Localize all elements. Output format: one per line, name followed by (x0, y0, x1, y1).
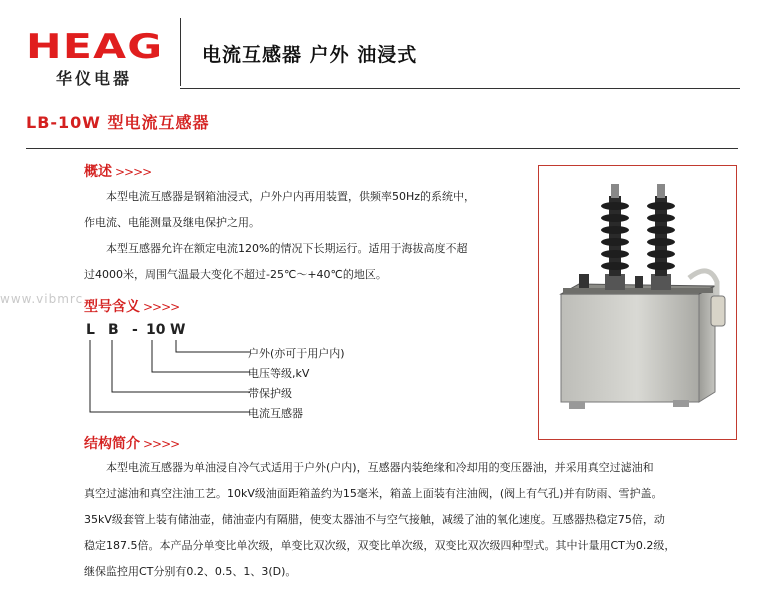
section-divider (26, 148, 738, 149)
structure-line-5: 继保监控用CT分别有0.2、0.5、1、3(D)。 (84, 565, 297, 578)
logo-chinese-name: 华仪电器 (56, 69, 133, 88)
overview-line-2: 作电流、电能测量及继电保护之用。 (84, 216, 260, 229)
chevrons-icon: >>>> (115, 165, 152, 179)
chevrons-icon: >>>> (143, 300, 180, 314)
overview-heading (84, 161, 151, 181)
overview-line-4: 过4000米，周围气温最大变化不超过-25℃～+40℃的地区。 (84, 268, 387, 281)
model-meaning-heading-text: 型号含义 (84, 299, 140, 315)
header-divider-vertical (180, 18, 181, 86)
code-label-protection: 带保护级 (248, 387, 292, 400)
transformer-illustration (539, 166, 736, 439)
model-title: LB-10W 型电流互感器 (26, 113, 210, 132)
code-letter-b: B (108, 322, 119, 338)
brand-logo (26, 27, 166, 88)
structure-heading-text: 结构简介 (84, 436, 140, 452)
model-meaning-heading (84, 296, 179, 316)
product-photo-frame (538, 165, 737, 440)
page-title: 电流互感器 户外 油浸式 (202, 44, 418, 66)
overview-line-3: 本型互感器允许在额定电流120%的情况下长期运行。适用于海拔高度不超 (106, 242, 468, 255)
chevrons-icon: >>>> (143, 437, 180, 451)
overview-heading-text: 概述 (84, 164, 112, 180)
code-letter-l: L (86, 322, 95, 338)
code-letter-w: W (170, 322, 186, 338)
structure-heading (84, 433, 179, 453)
code-dash: - (132, 322, 138, 338)
code-label-outdoor: 户外(亦可于用户内) (248, 347, 345, 360)
logo-wordmark: HEAG (26, 27, 164, 67)
structure-line-2: 真空过滤油和真空注油工艺。10kV级油面距箱盖约为15毫米，箱盖上面装有注油阀，(阀上有气孔)并有防雨、雪护盖。 (84, 487, 663, 500)
structure-line-3: 35kV级套管上装有储油壶，储油壶内有隔腊，使变太器油不与空气接触，减缓了油的氧化速度。互感器热稳定75倍，动 (84, 513, 665, 526)
code-label-voltage: 电压等级,kV (248, 367, 310, 380)
code-label-current-transformer: 电流互感器 (248, 407, 303, 420)
structure-line-4: 稳定187.5倍。本产品分单变比单次级，单变比双次级，双变比单次级，双变比双次级四种型式。其中计量用CT为0.2级， (84, 539, 676, 552)
structure-line-1: 本型电流互感器为单油浸自冷气式适用于户外(户内)，互感器内装绝缘和冷却用的变压器油，并采用真空过滤油和 (106, 461, 654, 474)
header-divider-horizontal (180, 88, 740, 89)
code-voltage: 10 (146, 322, 166, 338)
watermark: www.vibmrc (0, 292, 84, 306)
overview-line-1: 本型电流互感器是钢箱油浸式，户外户内再用装置，供频率50Hz的系统中， (106, 190, 476, 203)
